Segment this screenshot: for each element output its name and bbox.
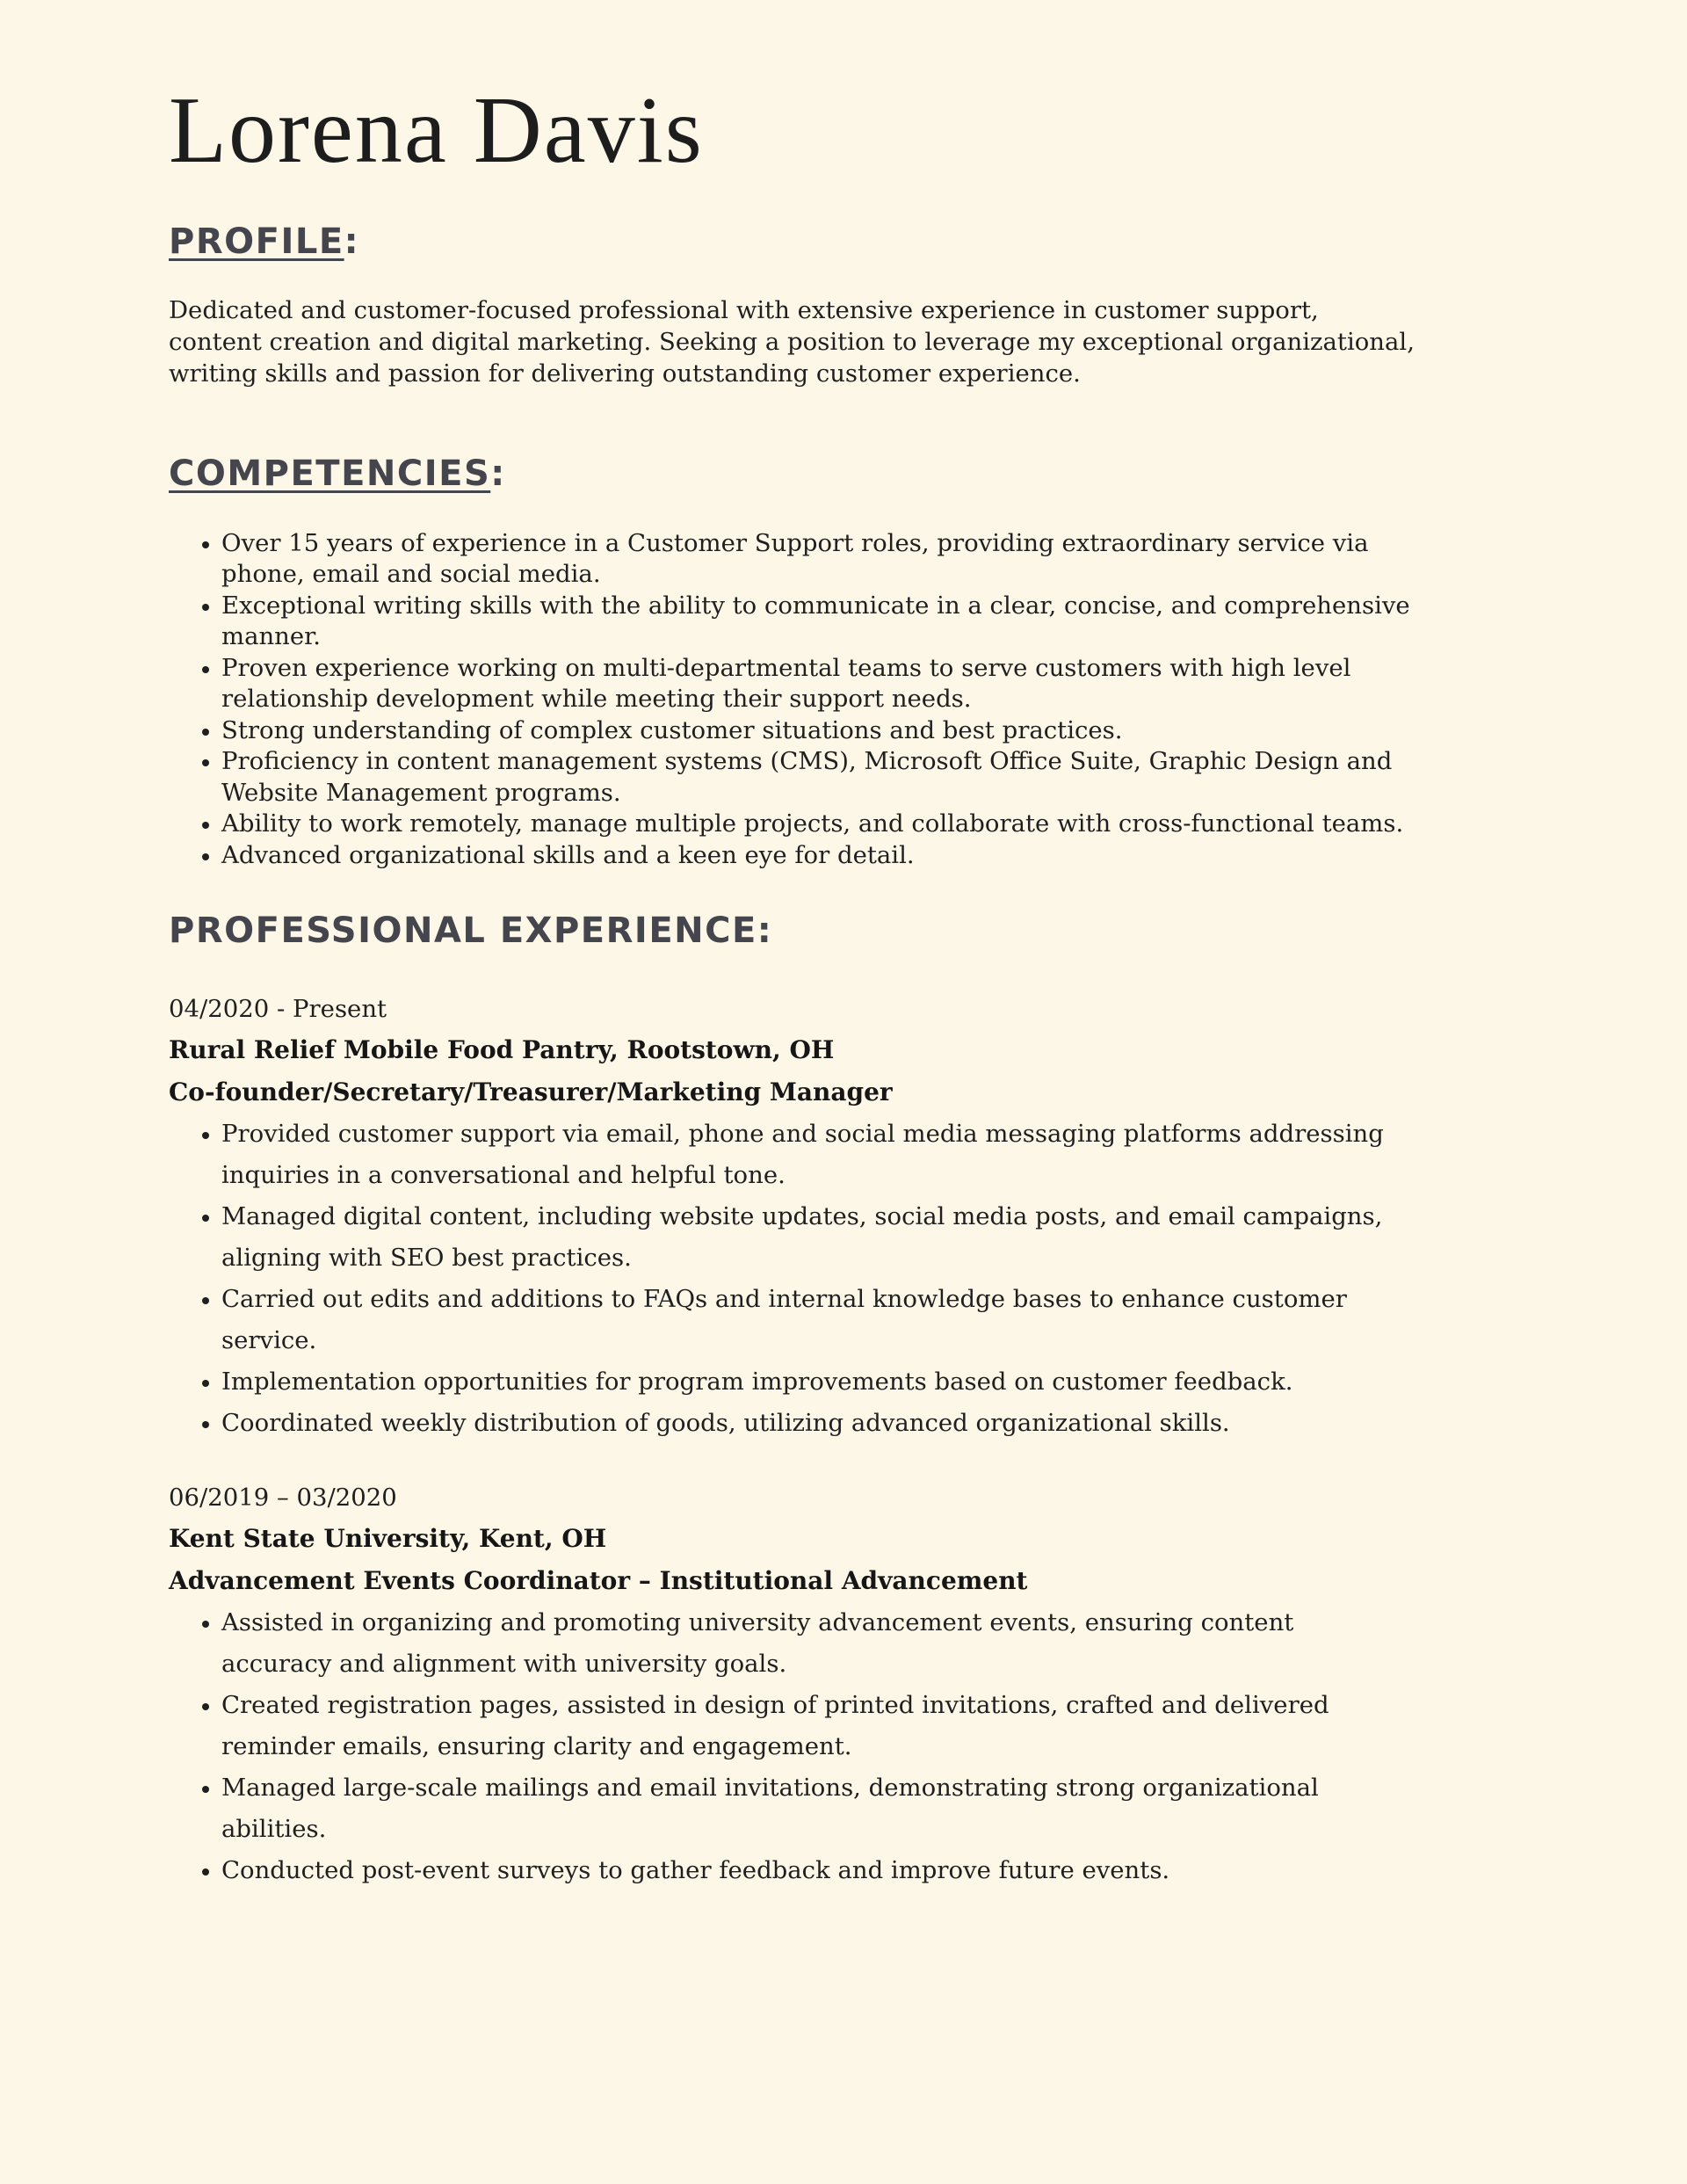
job-title: Advancement Events Coordinator – Institutional Advancement — [169, 1566, 1028, 1596]
competencies-list — [169, 528, 1452, 872]
list-item: • Assisted in organizing and promoting university advancement events, ensuring content accuracy and alignment with university goals. — [221, 1602, 1390, 1685]
job-organization: Rural Relief Mobile Food Pantry, Rootstown, OH — [169, 1035, 835, 1065]
list-item: • Managed large-scale mailings and email invitations, demonstrating strong organizational abilities. — [221, 1767, 1390, 1850]
job-dates: 06/2019 – 03/2020 — [169, 1484, 397, 1513]
resume-content — [169, 79, 1452, 1891]
profile-heading-colon: : — [344, 221, 360, 262]
list-item: • Over 15 years of experience in a Customer Support roles, providing extraordinary service via phone, email and social media. — [221, 528, 1452, 591]
list-item: • Coordinated weekly distribution of goods, utilizing advanced organizational skills. — [221, 1403, 1390, 1444]
profile-heading — [169, 221, 1452, 263]
competencies-heading-text: COMPETENCIES — [169, 453, 491, 494]
competencies-heading-colon: : — [490, 453, 506, 494]
candidate-name: Lorena Davis — [169, 78, 704, 183]
job-entry — [169, 1477, 1452, 1891]
job-dates: 04/2020 - Present — [169, 995, 387, 1024]
list-item: • Strong understanding of complex customer situations and best practices. — [221, 715, 1452, 747]
list-item: • Advanced organizational skills and a keen eye for detail. — [221, 840, 1452, 872]
list-item: • Conducted post-event surveys to gather feedback and improve future events. — [221, 1850, 1390, 1891]
experience-heading: PROFESSIONAL EXPERIENCE: — [169, 911, 773, 952]
job-organization: Kent State University, Kent, OH — [169, 1524, 607, 1554]
job-entry — [169, 989, 1452, 1444]
list-item: • Carried out edits and additions to FAQs and internal knowledge bases to enhance customer service. — [221, 1279, 1390, 1361]
competencies-heading — [169, 453, 1452, 495]
profile-heading-text: PROFILE — [169, 221, 344, 262]
list-item: • Proven experience working on multi-departmental teams to serve customers with high level relationship development while meeting their support needs. — [221, 653, 1452, 715]
job-duties-list — [169, 1114, 1390, 1444]
job-title: Co-founder/Secretary/Treasurer/Marketing Manager — [169, 1077, 893, 1107]
list-item: • Created registration pages, assisted in design of printed invitations, crafted and delivered reminder emails, ensuring clarity and engagement. — [221, 1685, 1390, 1767]
list-item: • Exceptional writing skills with the ability to communicate in a clear, concise, and comprehensive manner. — [221, 591, 1452, 653]
list-item: • Ability to work remotely, manage multiple projects, and collaborate with cross-functional teams. — [221, 809, 1452, 840]
job-duties-list — [169, 1602, 1390, 1891]
list-item: • Managed digital content, including website updates, social media posts, and email campaigns, aligning with SEO best practices. — [221, 1196, 1390, 1279]
list-item: • Provided customer support via email, phone and social media messaging platforms addressing inquiries in a conversational and helpful tone. — [221, 1114, 1390, 1196]
list-item: • Proficiency in content management systems (CMS), Microsoft Office Suite, Graphic Design and Website Management programs. — [221, 746, 1452, 809]
profile-summary: Dedicated and customer-focused professional with extensive experience in customer support, content creation and digital marketing. Seeking a position to leverage my exceptional organizational, writing skills and passion for delivering outstanding customer experience. — [169, 295, 1415, 388]
list-item: • Implementation opportunities for program improvements based on customer feedback. — [221, 1361, 1390, 1403]
